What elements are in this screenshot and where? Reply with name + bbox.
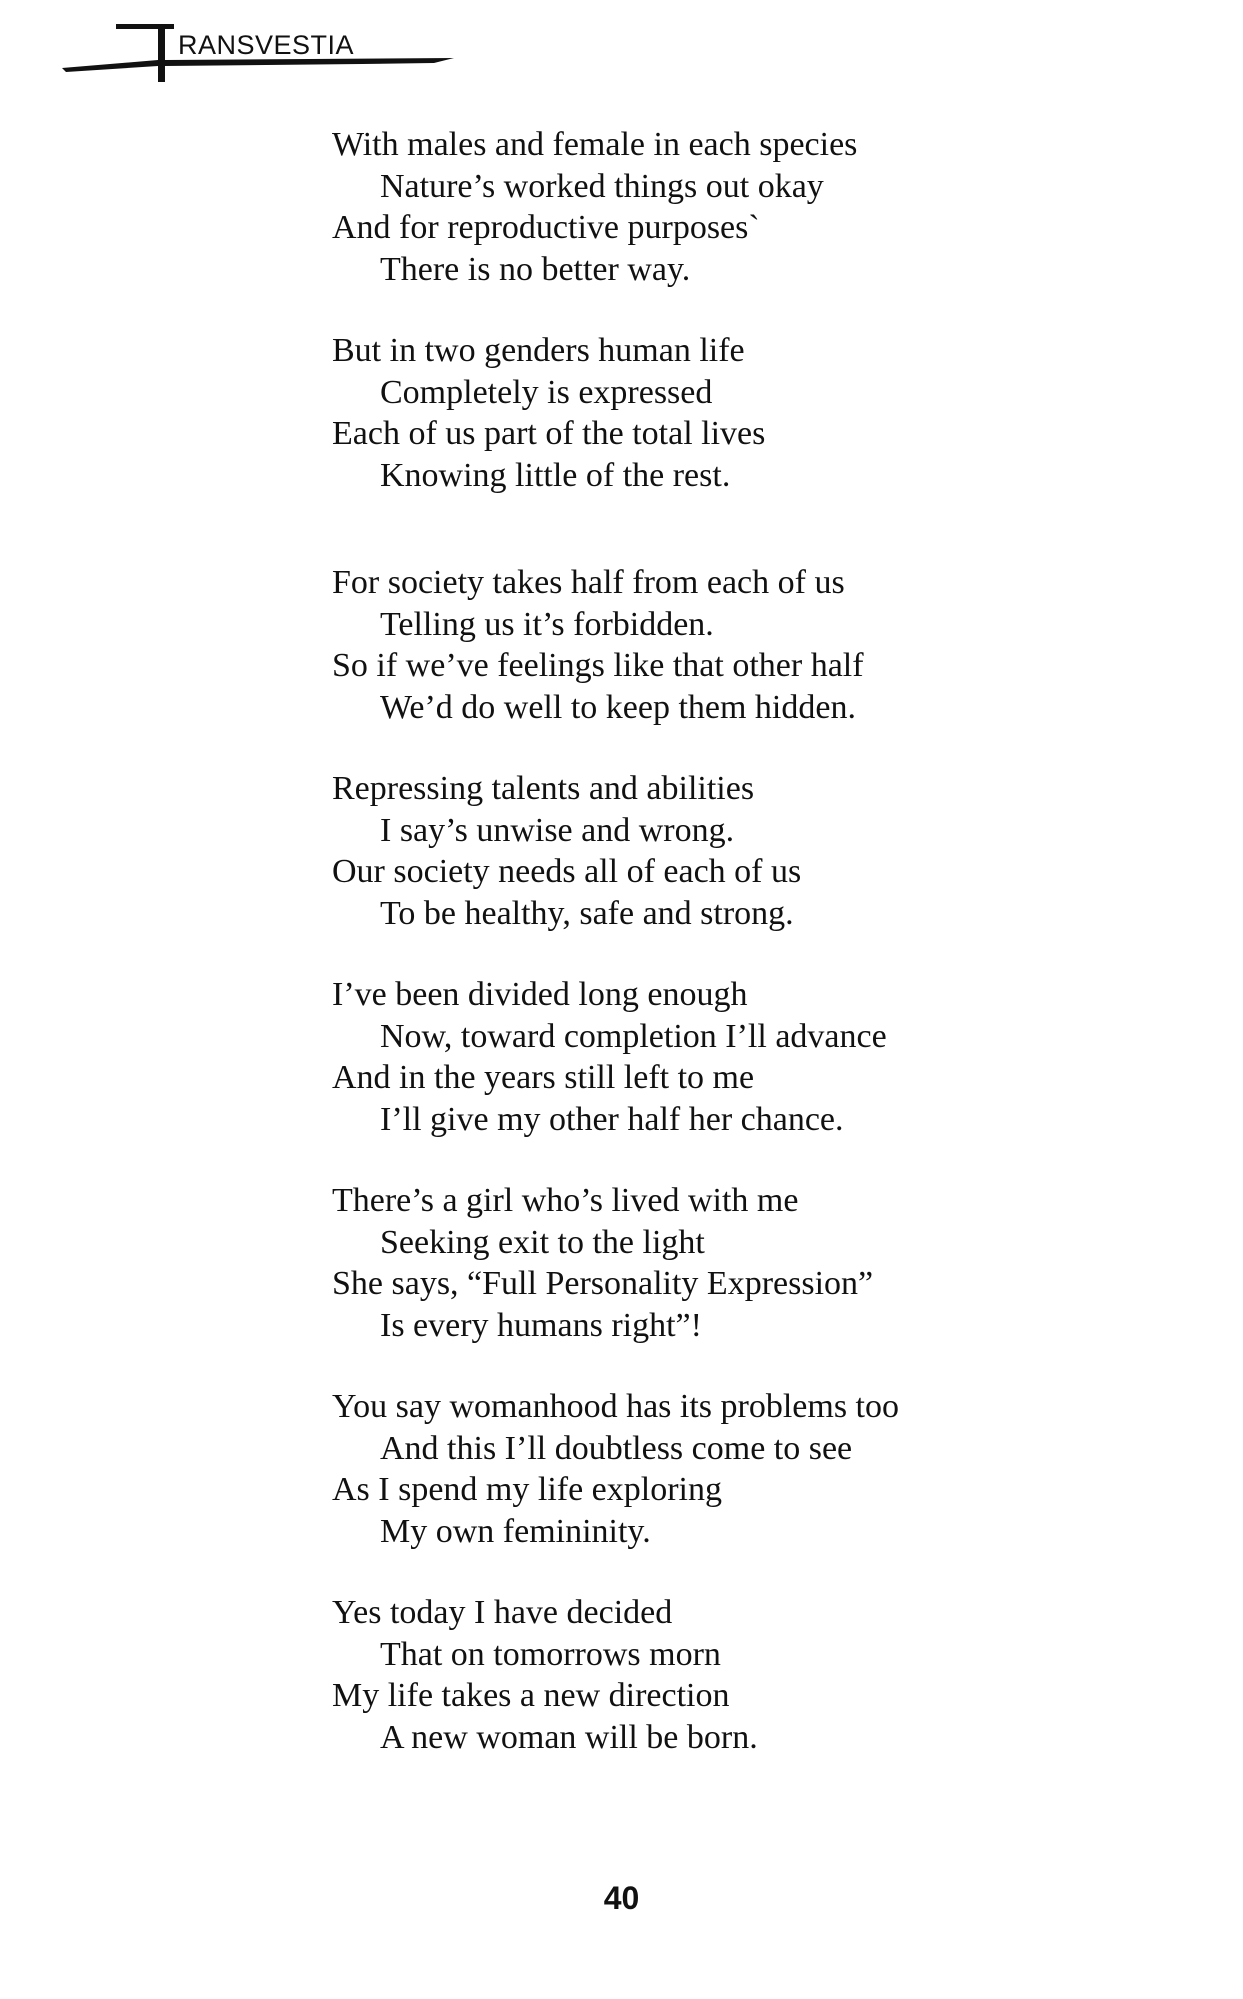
page-number: 40 [603, 1880, 640, 1916]
stanza-8 [332, 1592, 1032, 1758]
poem-line: I’ll give my other half her chance. [380, 1100, 844, 1138]
stanza-7 [332, 1386, 1032, 1552]
stanza-3 [332, 562, 1032, 728]
poem-line: A new woman will be born. [380, 1718, 758, 1756]
poem-line: And this I’ll doubtless come to see [380, 1429, 853, 1467]
poem-line: As I spend my life exploring [332, 1471, 722, 1508]
poem-line: Nature’s worked things out okay [380, 167, 824, 205]
stanza-4 [332, 768, 1032, 934]
poem-line: There’s a girl who’s lived with me [332, 1182, 799, 1219]
poem-line: Yes today I have decided [332, 1594, 673, 1631]
poem-line: I’ve been divided long enough [332, 976, 748, 1013]
poem-line: Seeking exit to the light [380, 1223, 705, 1261]
poem-line: My life takes a new direction [332, 1677, 730, 1714]
poem-line: She says, “Full Personality Expression” [332, 1265, 874, 1302]
poem-line: Now, toward completion I’ll advance [380, 1017, 887, 1055]
poem-line: You say womanhood has its problems too [332, 1388, 899, 1425]
poem-line: Repressing talents and abilities [332, 770, 755, 807]
poem-line: Completely is expressed [380, 373, 713, 411]
stanza-1 [332, 124, 1032, 290]
stanza-5 [332, 974, 1032, 1140]
masthead-logo [62, 22, 454, 84]
poem-line: With males and female in each species [332, 126, 858, 163]
poem-line: We’d do well to keep them hidden. [380, 688, 856, 726]
poem-line: I say’s unwise and wrong. [380, 811, 735, 849]
poem-line: So if we’ve feelings like that other half [332, 647, 864, 684]
poem-line: For society takes half from each of us [332, 564, 845, 601]
poem-line: Telling us it’s forbidden. [380, 605, 714, 643]
poem-line: To be healthy, safe and strong. [380, 894, 794, 932]
stanza-2 [332, 330, 1032, 496]
poem-line: Is every humans right”! [380, 1306, 702, 1344]
poem [332, 124, 1032, 1758]
poem-line: There is no better way. [380, 250, 691, 288]
poem-line: Knowing little of the rest. [380, 456, 731, 494]
poem-line: And in the years still left to me [332, 1059, 755, 1096]
poem-line: But in two genders human life [332, 332, 745, 369]
stanza-6 [332, 1180, 1032, 1346]
poem-line: Our society needs all of each of us [332, 853, 802, 890]
poem-line: And for reproductive purposes` [332, 209, 760, 246]
poem-line: That on tomorrows morn [380, 1635, 721, 1673]
masthead-text: RANSVESTIA [178, 30, 355, 60]
poem-line: My own femininity. [380, 1512, 651, 1550]
poem-line: Each of us part of the total lives [332, 415, 766, 452]
